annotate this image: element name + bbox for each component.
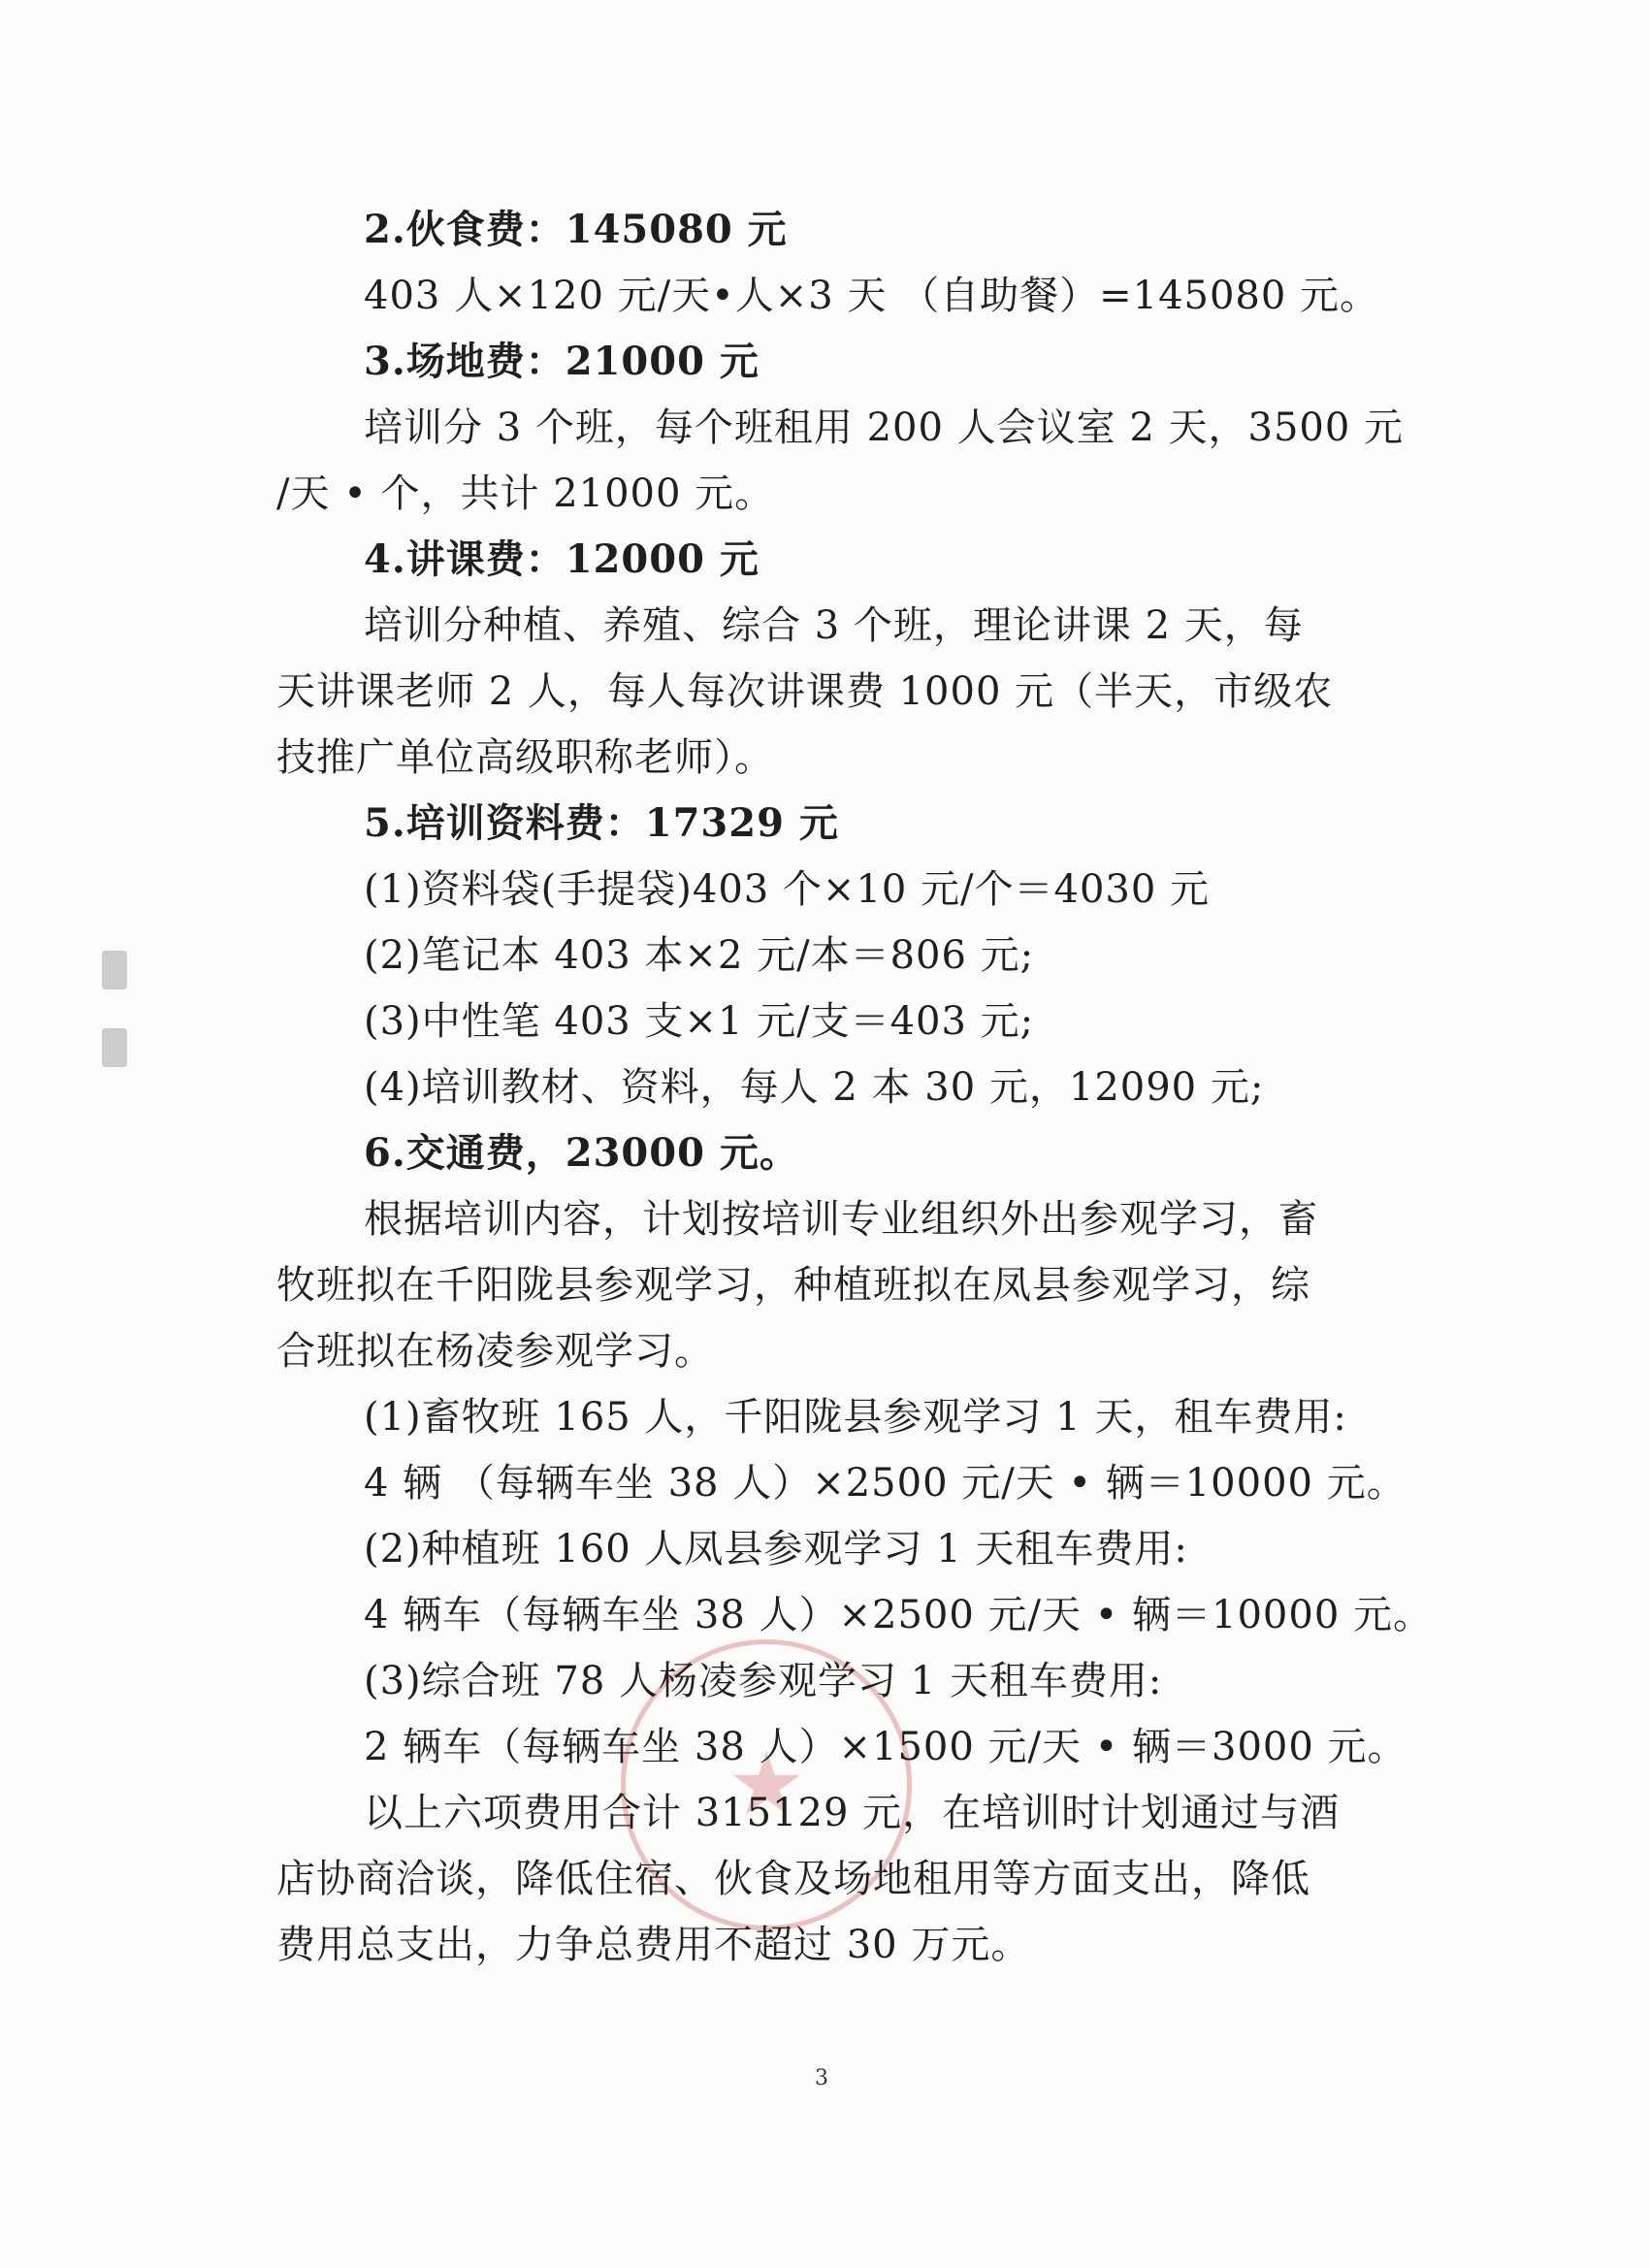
section-heading-venue: 3.场地费：21000 元 [364,339,760,384]
text-line: 2 辆车（每辆车坐 38 人）×1500 元/天 • 辆＝3000 元。 [364,1725,1407,1769]
margin-mark [102,1028,127,1067]
text-line: 牧班拟在千阳陇县参观学习，种植班拟在凤县参观学习，综 [276,1263,1310,1308]
text-line: 4 辆车（每辆车坐 38 人）×2500 元/天 • 辆＝10000 元。 [364,1593,1433,1637]
text-line: 技推广单位高级职称老师）。 [276,735,774,780]
section-heading-food: 2.伙食费：145080 元 [364,207,788,252]
text-line: (2)种植班 160 人凤县参观学习 1 天租车费用: [364,1527,1188,1571]
section-heading-lecture: 4.讲课费：12000 元 [364,536,760,582]
text-line: 403 人×120 元/天•人×3 天 （自助餐）=145080 元。 [364,274,1380,318]
text-line: 合班拟在杨凌参观学习。 [276,1329,714,1374]
text-line: (4)培训教材、资料，每人 2 本 30 元，12090 元; [364,1065,1265,1110]
text-line: 费用总支出，力争总费用不超过 30 万元。 [276,1923,1031,1967]
section-heading-materials: 5.培训资料费：17329 元 [364,800,839,846]
text-line: 4 辆 （每辆车坐 38 人）×2500 元/天 • 辆＝10000 元。 [364,1461,1406,1506]
page-number: 3 [815,2066,828,2090]
text-line: 培训分 3 个班，每个班租用 200 人会议室 2 天，3500 元 [364,405,1405,450]
text-line: (1)资料袋(手提袋)403 个×10 元/个＝4030 元 [364,867,1211,912]
text-line: 培训分种植、养殖、综合 3 个班，理论讲课 2 天，每 [364,603,1304,648]
text-line: 根据培训内容，计划按培训专业组织外出参观学习，畜 [364,1197,1318,1242]
text-line: /天 • 个，共计 21000 元。 [276,471,775,516]
text-line: (3)中性笔 403 支×1 元/支＝403 元; [364,999,1035,1044]
margin-mark [102,951,127,989]
text-line: (1)畜牧班 165 人，千阳陇县参观学习 1 天，租车费用: [364,1395,1347,1440]
text-line: (2)笔记本 403 本×2 元/本＝806 元; [364,933,1035,978]
text-line: 天讲课老师 2 人，每人每次讲课费 1000 元（半天，市级农 [276,669,1334,714]
text-line: (3)综合班 78 人杨凌参观学习 1 天租车费用: [364,1659,1163,1703]
text-line: 以上六项费用合计 315129 元，在培训时计划通过与酒 [364,1791,1341,1835]
section-heading-transport: 6.交通费，23000 元。 [364,1130,799,1176]
text-line: 店协商洽谈，降低住宿、伙食及场地租用等方面支出，降低 [276,1857,1310,1901]
